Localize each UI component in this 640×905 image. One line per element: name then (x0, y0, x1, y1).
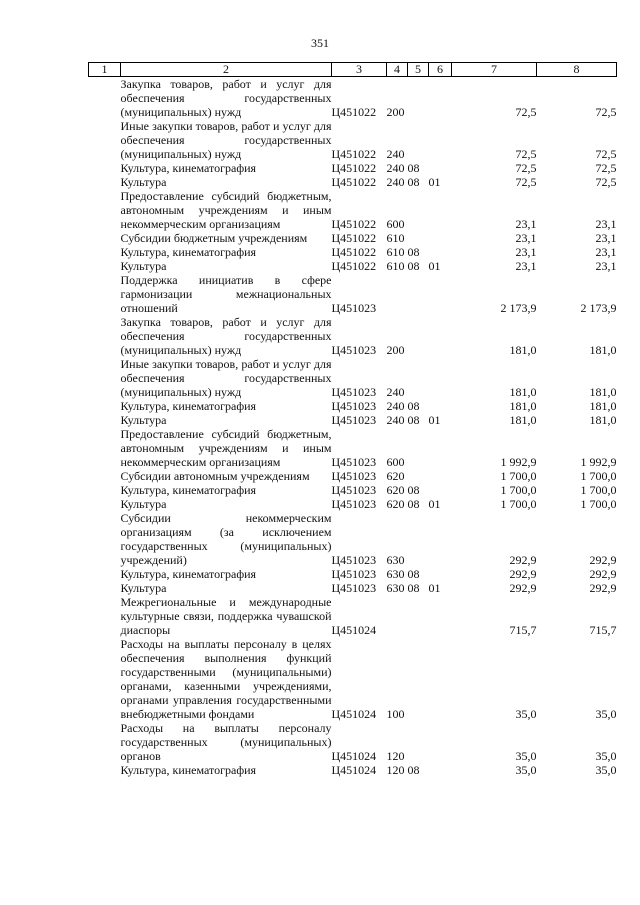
table-body (89, 77, 617, 778)
table-row (89, 189, 617, 231)
expense-type-code (387, 273, 408, 315)
amount-col7: 2 173,9 (500, 301, 537, 315)
col1-cell (89, 273, 121, 315)
amount-col7: 292,9 (509, 553, 537, 567)
expense-name: Поддержка инициатив в сфере гармонизации межнациональных отношений (120, 273, 332, 315)
col1-cell (89, 189, 121, 231)
amount-col8: 23,1 (595, 217, 617, 231)
expense-type-code: 100 (386, 707, 405, 721)
expense-type-code: 120 (386, 749, 405, 763)
expense-name: Предоставление субсидий бюджетным, автономным учреждениям и иным некоммерческим организациям (120, 189, 332, 231)
col-header-8: 8 (537, 63, 617, 77)
amount-col7: 1 992,9 (500, 455, 537, 469)
expense-type-code: 240 (386, 413, 405, 427)
subsection-code (429, 483, 452, 497)
amount-col8: 23,1 (595, 245, 617, 259)
col1-cell (89, 427, 121, 469)
amount-col7: 23,1 (515, 245, 537, 259)
section-code: 08 (407, 497, 420, 511)
expense-name: Иные закупки товаров, работ и услуг для обеспечения государственных (муниципальных) нужд (120, 119, 332, 161)
target-article-code: Ц451022 (331, 217, 377, 231)
target-article-code: Ц451023 (331, 399, 377, 413)
amount-col7: 181,0 (509, 399, 537, 413)
expense-name: Культура (120, 259, 167, 273)
expense-type-code: 610 (386, 259, 405, 273)
amount-col8: 35,0 (595, 749, 617, 763)
target-article-code: Ц451024 (331, 707, 377, 721)
section-code: 08 (407, 581, 420, 595)
subsection-code (429, 399, 452, 413)
target-article-code: Ц451023 (331, 483, 377, 497)
amount-col7: 181,0 (509, 343, 537, 357)
expense-type-code: 120 (386, 763, 405, 777)
amount-col7: 72,5 (515, 105, 537, 119)
table-row (89, 581, 617, 595)
col-header-6: 6 (429, 63, 452, 77)
subsection-code: 01 (428, 175, 441, 189)
expense-name: Культура (120, 581, 167, 595)
target-article-code: Ц451022 (331, 105, 377, 119)
expense-type-code: 600 (386, 217, 405, 231)
col1-cell (89, 77, 121, 120)
section-code (408, 77, 429, 120)
section-code: 08 (407, 259, 420, 273)
target-article-code: Ц451022 (331, 161, 377, 175)
target-article-code: Ц451023 (331, 301, 377, 315)
expense-type-code (387, 595, 408, 637)
subsection-code (429, 245, 452, 259)
subsection-code: 01 (428, 259, 441, 273)
col1-cell (89, 581, 121, 595)
expense-name: Субсидии автономным учреждениям (120, 469, 310, 483)
subsection-code (429, 511, 452, 567)
section-code (408, 595, 429, 637)
table-row (89, 161, 617, 175)
table-row (89, 721, 617, 763)
section-code: 08 (407, 245, 420, 259)
expense-name: Культура (120, 175, 167, 189)
expense-name: Субсидии бюджетным учреждениям (120, 231, 308, 245)
table-row (89, 567, 617, 581)
subsection-code (429, 721, 452, 763)
col1-cell (89, 763, 121, 777)
table-row (89, 497, 617, 511)
target-article-code: Ц451024 (331, 623, 377, 637)
amount-col7: 1 700,0 (500, 497, 537, 511)
section-code: 08 (407, 763, 420, 777)
amount-col8: 292,9 (589, 553, 617, 567)
amount-col8: 292,9 (589, 581, 617, 595)
col1-cell (89, 595, 121, 637)
expense-type-code: 610 (386, 231, 405, 245)
col1-cell (89, 413, 121, 427)
amount-col8: 72,5 (595, 105, 617, 119)
expense-name: Иные закупки товаров, работ и услуг для обеспечения государственных (муниципальных) нужд (120, 357, 332, 399)
amount-col8: 292,9 (589, 567, 617, 581)
amount-col7: 72,5 (515, 147, 537, 161)
table-row (89, 245, 617, 259)
col1-cell (89, 511, 121, 567)
expense-type-code: 620 (386, 497, 405, 511)
subsection-code (429, 273, 452, 315)
amount-col8: 23,1 (595, 259, 617, 273)
amount-col7: 1 700,0 (500, 469, 537, 483)
target-article-code: Ц451022 (331, 245, 377, 259)
table-row (89, 595, 617, 637)
col-header-2: 2 (121, 63, 332, 77)
table-row (89, 357, 617, 399)
col1-cell (89, 469, 121, 483)
subsection-code (429, 231, 452, 245)
col1-cell (89, 119, 121, 161)
expense-name: Культура, кинематография (120, 161, 257, 175)
amount-col7: 72,5 (515, 161, 537, 175)
section-code (408, 427, 429, 469)
col1-cell (89, 259, 121, 273)
col-header-7: 7 (452, 63, 537, 77)
expense-name: Расходы на выплаты персоналу в целях обеспечения выполнения функций государственными (муниципальными) органами, казенными учреждениями, органами управления государственными внебюджетными фондами (120, 637, 332, 721)
col-header-3: 3 (332, 63, 387, 77)
table-row (89, 259, 617, 273)
amount-col7: 181,0 (509, 413, 537, 427)
section-code (408, 273, 429, 315)
col1-cell (89, 245, 121, 259)
col1-cell (89, 567, 121, 581)
subsection-code (429, 567, 452, 581)
subsection-code (429, 77, 452, 120)
subsection-code (429, 469, 452, 483)
table-row (89, 315, 617, 357)
section-code: 08 (407, 175, 420, 189)
expense-name: Культура (120, 413, 167, 427)
section-code: 08 (407, 413, 420, 427)
amount-col8: 715,7 (589, 623, 617, 637)
amount-col7: 72,5 (515, 175, 537, 189)
col-header-1: 1 (89, 63, 121, 77)
table-row (89, 175, 617, 189)
target-article-code: Ц451023 (331, 455, 377, 469)
expense-type-code: 630 (386, 567, 405, 581)
amount-col7: 35,0 (515, 749, 537, 763)
amount-col8: 1 700,0 (580, 483, 617, 497)
header-row (89, 63, 617, 77)
target-article-code: Ц451023 (331, 413, 377, 427)
section-code: 08 (407, 483, 420, 497)
target-article-code: Ц451024 (331, 749, 377, 763)
section-code: 08 (407, 567, 420, 581)
amount-col7: 23,1 (515, 217, 537, 231)
table-row (89, 637, 617, 721)
amount-col7: 35,0 (515, 707, 537, 721)
budget-table (88, 62, 617, 777)
amount-col8: 72,5 (595, 175, 617, 189)
amount-col8: 23,1 (595, 231, 617, 245)
amount-col7: 1 700,0 (500, 483, 537, 497)
amount-col8: 1 700,0 (580, 497, 617, 511)
table-row (89, 763, 617, 777)
amount-col8: 35,0 (595, 707, 617, 721)
target-article-code: Ц451022 (331, 147, 377, 161)
amount-col7: 292,9 (509, 581, 537, 595)
target-article-code: Ц451022 (331, 175, 377, 189)
section-code (408, 315, 429, 357)
col1-cell (89, 721, 121, 763)
section-code (408, 637, 429, 721)
table-row (89, 511, 617, 567)
target-article-code: Ц451023 (331, 385, 377, 399)
expense-name: Закупка товаров, работ и услуг для обеспечения государственных (муниципальных) нужд (120, 77, 332, 119)
expense-type-code: 240 (386, 175, 405, 189)
subsection-code (429, 161, 452, 175)
target-article-code: Ц451022 (331, 231, 377, 245)
amount-col8: 1 992,9 (580, 455, 617, 469)
target-article-code: Ц451024 (331, 763, 377, 777)
col-header-5: 5 (408, 63, 429, 77)
section-code: 08 (407, 161, 420, 175)
amount-col7: 35,0 (515, 763, 537, 777)
table-row (89, 413, 617, 427)
amount-col7: 23,1 (515, 259, 537, 273)
expense-name: Культура (120, 497, 167, 511)
subsection-code (429, 637, 452, 721)
amount-col7: 181,0 (509, 385, 537, 399)
subsection-code (429, 763, 452, 777)
section-code (408, 119, 429, 161)
expense-type-code: 200 (386, 343, 405, 357)
subsection-code: 01 (428, 497, 441, 511)
section-code (408, 189, 429, 231)
col-header-4: 4 (387, 63, 408, 77)
amount-col8: 2 173,9 (580, 301, 617, 315)
expense-type-code: 630 (386, 581, 405, 595)
expense-type-code: 240 (386, 385, 405, 399)
expense-name: Субсидии некоммерческим организациям (за исключением государственных (муниципальных) учреждений) (120, 511, 332, 567)
expense-name: Культура, кинематография (120, 399, 257, 413)
expense-name: Межрегиональные и международные культурные связи, поддержка чувашской диаспоры (120, 595, 332, 637)
subsection-code (429, 357, 452, 399)
expense-name: Закупка товаров, работ и услуг для обеспечения государственных (муниципальных) нужд (120, 315, 332, 357)
table-row (89, 273, 617, 315)
amount-col8: 35,0 (595, 763, 617, 777)
subsection-code (429, 189, 452, 231)
amount-col7: 292,9 (509, 567, 537, 581)
col1-cell (89, 175, 121, 189)
expense-name: Культура, кинематография (120, 245, 257, 259)
table-row (89, 483, 617, 497)
col1-cell (89, 161, 121, 175)
col1-cell (89, 399, 121, 413)
amount-col8: 181,0 (589, 385, 617, 399)
section-code (408, 469, 429, 483)
col1-cell (89, 231, 121, 245)
section-code (408, 721, 429, 763)
target-article-code: Ц451023 (331, 469, 377, 483)
table-row (89, 427, 617, 469)
expense-type-code: 200 (386, 105, 405, 119)
expense-type-code: 630 (386, 553, 405, 567)
table-row (89, 399, 617, 413)
expense-type-code: 620 (386, 483, 405, 497)
expense-name: Культура, кинематография (120, 483, 257, 497)
subsection-code (429, 427, 452, 469)
target-article-code: Ц451023 (331, 553, 377, 567)
target-article-code: Ц451022 (331, 259, 377, 273)
subsection-code: 01 (428, 581, 441, 595)
table-row (89, 77, 617, 120)
col1-cell (89, 315, 121, 357)
col1-cell (89, 483, 121, 497)
subsection-code (429, 595, 452, 637)
amount-col8: 1 700,0 (580, 469, 617, 483)
section-code (408, 511, 429, 567)
expense-name: Культура, кинематография (120, 763, 257, 777)
section-code (408, 357, 429, 399)
expense-type-code: 240 (386, 161, 405, 175)
subsection-code (429, 119, 452, 161)
expense-type-code: 610 (386, 245, 405, 259)
expense-name: Культура, кинематография (120, 567, 257, 581)
amount-col7: 23,1 (515, 231, 537, 245)
amount-col8: 181,0 (589, 399, 617, 413)
target-article-code: Ц451023 (331, 343, 377, 357)
section-code: 08 (407, 399, 420, 413)
target-article-code: Ц451023 (331, 567, 377, 581)
expense-type-code: 620 (386, 469, 405, 483)
target-article-code: Ц451023 (331, 497, 377, 511)
col1-cell (89, 497, 121, 511)
section-code (408, 231, 429, 245)
amount-col8: 72,5 (595, 147, 617, 161)
amount-col8: 72,5 (595, 161, 617, 175)
amount-col8: 181,0 (589, 343, 617, 357)
expense-name: Предоставление субсидий бюджетным, автономным учреждениям и иным некоммерческим организациям (120, 427, 332, 469)
page-number: 351 (311, 36, 329, 50)
subsection-code (429, 315, 452, 357)
expense-type-code: 240 (386, 147, 405, 161)
col1-cell (89, 637, 121, 721)
amount-col7: 715,7 (509, 623, 537, 637)
amount-col8: 181,0 (589, 413, 617, 427)
expense-type-code: 240 (386, 399, 405, 413)
target-article-code: Ц451023 (331, 581, 377, 595)
expense-name: Расходы на выплаты персоналу государственных (муниципальных) органов (120, 721, 332, 763)
table-row (89, 119, 617, 161)
table-row (89, 469, 617, 483)
expense-type-code: 600 (386, 455, 405, 469)
subsection-code: 01 (428, 413, 441, 427)
table-row (89, 231, 617, 245)
col1-cell (89, 357, 121, 399)
